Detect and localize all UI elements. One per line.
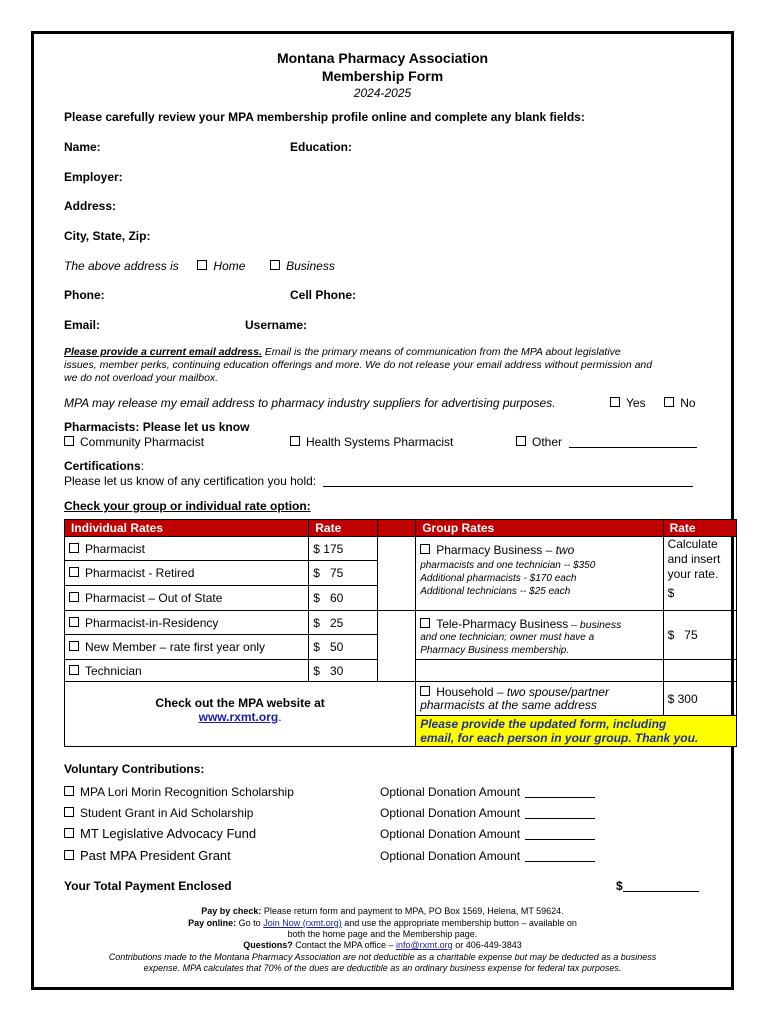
community-pharmacist-label: Community Pharmacist — [80, 435, 205, 449]
certifications-colon: : — [140, 459, 145, 473]
rate-label: Pharmacist - Retired — [85, 566, 195, 580]
household-title: Household — [436, 685, 494, 699]
questions-phone: or 406-449-3843 — [455, 940, 522, 950]
city-state-zip-label: City, State, Zip: — [64, 229, 151, 243]
household-desc0: – two spouse/partner — [493, 685, 609, 699]
contribution-label: MPA Lori Morin Recognition Scholarship — [80, 785, 294, 799]
pharmacist-checkbox[interactable] — [69, 543, 79, 553]
rate-value: $ 50 — [309, 635, 378, 660]
business-checkbox[interactable] — [270, 260, 280, 270]
residency-checkbox[interactable] — [69, 617, 79, 627]
donation-label: Optional Donation Amount — [380, 806, 521, 820]
employer-label: Employer: — [64, 170, 123, 184]
disclaimer-line2: expense. MPA calculates that 70% of the dues are deductible as an ordinary business expense for federal tax purposes. — [143, 963, 622, 973]
rate-option-residency[interactable] — [65, 611, 309, 635]
email-release-options — [610, 396, 696, 410]
form-year: 2024-2025 — [353, 86, 412, 100]
rate-label: Pharmacist-in-Residency — [85, 615, 219, 630]
group-notice-line1: Please provide the updated form, including — [420, 717, 667, 731]
total-dollar: $ — [616, 879, 623, 893]
rates-table — [64, 519, 737, 747]
pharmacy-business-desc3: Additional technicians -- $25 each — [420, 586, 571, 597]
rate-calc-line2: and insert — [667, 552, 721, 566]
rates-spacer-cell — [378, 611, 416, 682]
rate-option-pharmacist-retired[interactable] — [65, 561, 309, 586]
community-pharmacist-checkbox[interactable] — [64, 436, 74, 446]
health-systems-label: Health Systems Pharmacist — [306, 435, 454, 449]
email-label: Email: — [64, 318, 101, 332]
group-notice-line2: email, for each person in your group. Thank you. — [420, 731, 699, 745]
group-pharmacy-business[interactable] — [416, 537, 663, 611]
name-label: Name: — [64, 140, 101, 154]
rate-option-new-member[interactable] — [65, 635, 309, 660]
group-rates-header: Group Rates — [416, 520, 663, 537]
rate-label: Technician — [85, 663, 142, 678]
rate-calc-dollar: $ — [667, 586, 675, 600]
donation-input-line[interactable] — [525, 839, 595, 840]
questions-text: Contact the MPA office – — [295, 940, 394, 950]
email-notice-line3: we do not overload your mailbox. — [64, 372, 219, 384]
contribution-item[interactable] — [64, 826, 256, 841]
household-rate: $ 300 — [663, 682, 736, 716]
email-release-text: MPA may release my email address to pharmacy industry suppliers for advertising purposes. — [64, 396, 556, 410]
form-org-title: Montana Pharmacy Association — [276, 50, 489, 66]
contribution-item[interactable] — [64, 848, 231, 863]
disclaimer-line1: Contributions made to the Montana Pharmacy Association are not deductible as a charitable expense but may be deducted as a business — [108, 952, 657, 962]
certifications-heading-row — [64, 459, 144, 473]
contribution-item[interactable] — [64, 785, 294, 799]
rate-option-pharmacist[interactable] — [65, 537, 309, 561]
rate-value: $ 175 — [309, 537, 378, 561]
tele-pharmacy-desc0: – business — [568, 619, 622, 631]
health-systems-checkbox[interactable] — [290, 436, 300, 446]
new-member-checkbox[interactable] — [69, 641, 79, 651]
out-of-state-checkbox[interactable] — [69, 592, 79, 602]
donation-input-line[interactable] — [525, 818, 595, 819]
pharmacy-business-rate[interactable] — [663, 537, 736, 611]
email-notice-heading: Please provide a current email address. — [64, 346, 262, 358]
website-cell — [65, 682, 416, 747]
address-label: Address: — [64, 199, 117, 213]
total-payment-input[interactable] — [623, 891, 699, 892]
email-notice-line2: issues, member perks, continuing education offerings and more. We do not release your email address without permission and — [64, 359, 653, 371]
group-tele-pharmacy[interactable] — [416, 611, 663, 660]
rate-calc-line3: your rate. — [667, 567, 719, 581]
pay-online-post: and use the appropriate membership button – available on — [344, 918, 577, 928]
individual-rates-header: Individual Rates — [65, 520, 309, 537]
contribution-checkbox[interactable] — [64, 786, 74, 796]
phone-label: Phone: — [64, 288, 105, 302]
pharmacy-business-checkbox[interactable] — [420, 544, 430, 554]
total-payment-label: Your Total Payment Enclosed — [64, 879, 232, 893]
community-pharmacist-option[interactable] — [64, 435, 204, 449]
contribution-checkbox[interactable] — [64, 807, 74, 817]
rate-label: Pharmacist – Out of State — [85, 591, 223, 605]
pay-online-line2: both the home page and the Membership page. — [287, 929, 478, 939]
website-link[interactable]: www.rxmt.org — [198, 710, 279, 724]
cell-phone-label: Cell Phone: — [290, 288, 357, 302]
rates-spacer-cell — [378, 537, 416, 611]
group-empty-cell — [416, 660, 663, 682]
pay-online-pre: Go to — [238, 918, 261, 928]
contributions-heading: Voluntary Contributions: — [64, 762, 205, 776]
household-checkbox[interactable] — [420, 686, 430, 696]
certifications-heading: Certifications — [64, 459, 141, 473]
rate-option-technician[interactable] — [65, 660, 309, 682]
rate-label: New Member – rate first year only — [85, 640, 266, 654]
home-checkbox[interactable] — [197, 260, 207, 270]
pay-online-line — [34, 918, 731, 928]
pharmacy-business-desc1: pharmacists and one technician -- $350 — [420, 560, 596, 571]
certifications-input-line[interactable] — [323, 486, 693, 487]
tele-pharmacy-rate: $ 75 — [663, 611, 736, 660]
address-type-label: The above address is — [64, 259, 179, 273]
username-label: Username: — [245, 318, 308, 332]
donation-label: Optional Donation Amount — [380, 849, 521, 863]
other-input-line[interactable] — [569, 447, 697, 448]
donation-amount-row — [380, 785, 595, 799]
other-option[interactable] — [516, 435, 697, 449]
group-rate-header: Rate — [663, 520, 736, 537]
donation-amount-row — [380, 849, 595, 863]
rate-value: $ 75 — [309, 561, 378, 586]
donation-label: Optional Donation Amount — [380, 827, 521, 841]
group-household[interactable] — [416, 682, 663, 716]
donation-input-line[interactable] — [525, 861, 595, 862]
health-systems-option[interactable] — [290, 435, 453, 449]
group-empty-rate — [663, 660, 736, 682]
website-period: . — [278, 710, 282, 724]
certifications-row — [64, 474, 693, 488]
membership-form — [31, 31, 734, 990]
tele-pharmacy-desc2: Pharmacy Business membership. — [420, 645, 570, 656]
rate-label: Pharmacist — [85, 541, 146, 556]
rate-value: $ 30 — [309, 660, 378, 682]
donation-amount-row — [380, 806, 595, 820]
yes-checkbox[interactable] — [610, 397, 620, 407]
no-label: No — [680, 396, 696, 410]
other-label: Other — [532, 435, 563, 449]
website-text: Check out the MPA website at — [155, 696, 325, 710]
pharmacy-business-desc0: – two — [542, 543, 575, 557]
donation-amount-row — [380, 827, 595, 841]
contribution-label: Student Grant in Aid Scholarship — [80, 806, 254, 820]
pharmacists-heading: Pharmacists: Please let us know — [64, 420, 250, 434]
business-label: Business — [286, 259, 335, 273]
contribution-checkbox[interactable] — [64, 850, 74, 860]
contribution-item[interactable] — [64, 806, 253, 820]
tele-pharmacy-checkbox[interactable] — [420, 618, 430, 628]
rate-calc-line1: Calculate — [667, 537, 718, 551]
no-checkbox[interactable] — [664, 397, 674, 407]
individual-rate-header: Rate — [309, 520, 378, 537]
contribution-checkbox[interactable] — [64, 828, 74, 838]
pay-online-label: Pay online: — [188, 918, 237, 928]
pharmacist-retired-checkbox[interactable] — [69, 567, 79, 577]
questions-label: Questions? — [243, 940, 293, 950]
household-desc1: pharmacists at the same address — [420, 698, 597, 712]
pay-by-check-line — [34, 906, 731, 916]
donation-input-line[interactable] — [525, 797, 595, 798]
other-checkbox[interactable] — [516, 436, 526, 446]
pay-by-check-text: Please return form and payment to MPA, PO Box 1569, Helena, MT 59624. — [263, 906, 564, 916]
email-notice-text1: Email is the primary means of communication from the MPA about legislative — [264, 346, 621, 358]
tele-pharmacy-desc1: and one technician; owner must have a — [420, 632, 595, 643]
donation-label: Optional Donation Amount — [380, 785, 521, 799]
home-label: Home — [213, 259, 246, 273]
group-notice — [416, 716, 737, 747]
rates-header-spacer — [378, 520, 416, 537]
form-title: Membership Form — [321, 68, 444, 84]
contribution-label: MT Legislative Advocacy Fund — [80, 826, 257, 841]
rate-value: $ 60 — [309, 586, 378, 611]
education-label: Education: — [290, 140, 352, 154]
join-now-link[interactable]: Join Now (rxmt.org) — [263, 918, 342, 928]
instruction-text: Please carefully review your MPA membership profile online and complete any blank fields: — [64, 110, 585, 124]
pay-by-check-label: Pay by check: — [201, 906, 262, 916]
email-notice-line1 — [64, 346, 621, 358]
tele-pharmacy-title: Tele-Pharmacy Business — [436, 617, 569, 631]
rate-value: $ 25 — [309, 611, 378, 635]
certifications-text: Please let us know of any certification you hold: — [64, 474, 317, 488]
email-link[interactable]: info@rxmt.org — [396, 940, 453, 950]
rates-heading: Check your group or individual rate option: — [64, 499, 311, 513]
technician-checkbox[interactable] — [69, 665, 79, 675]
address-type-row — [64, 259, 335, 273]
questions-line — [34, 940, 731, 950]
pharmacy-business-title: Pharmacy Business — [436, 543, 543, 557]
contribution-label: Past MPA President Grant — [80, 848, 231, 863]
yes-label: Yes — [626, 396, 646, 410]
rate-option-out-of-state[interactable] — [65, 586, 309, 611]
pharmacy-business-desc2: Additional pharmacists - $170 each — [420, 573, 577, 584]
total-payment-row — [616, 879, 699, 893]
